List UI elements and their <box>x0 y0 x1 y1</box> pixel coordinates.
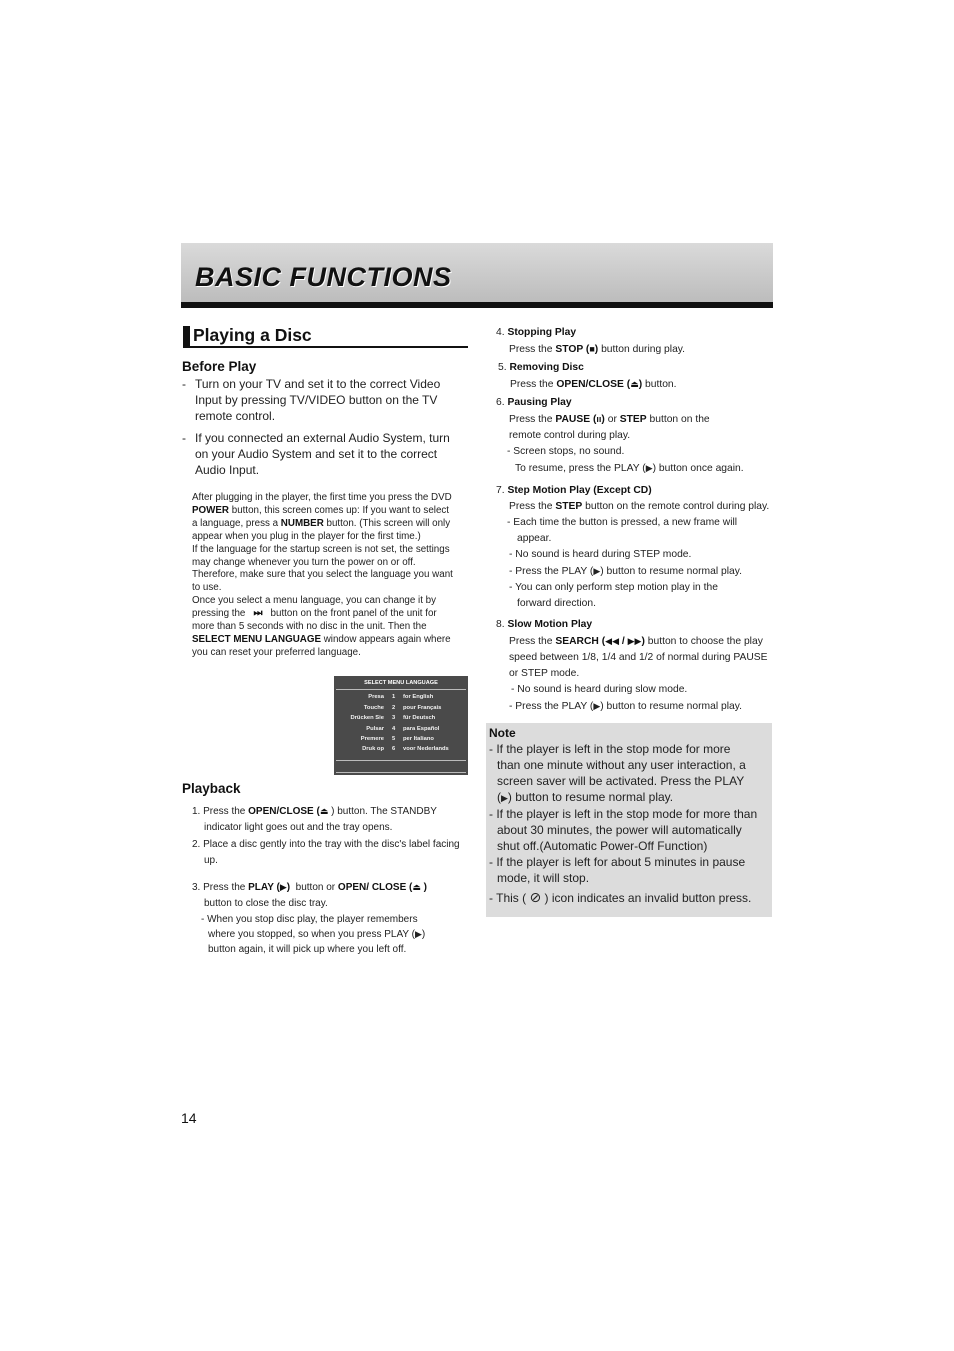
step-text: Press the <box>509 501 553 512</box>
page-number: 14 <box>181 1110 197 1126</box>
invalid-icon: ⊘ <box>529 889 542 905</box>
note-line: mode, it will stop. <box>497 871 590 885</box>
menu-row-number: 3 <box>392 715 396 721</box>
step-text: Press the <box>509 344 553 355</box>
step-line: Press the STOP (■) button during play. <box>509 344 686 355</box>
step-bold: OPEN/CLOSE ( <box>248 806 320 817</box>
step-number: 8. <box>496 619 505 630</box>
bold-power: POWER <box>192 504 230 516</box>
step-title: Stopping Play <box>507 327 577 338</box>
step-bold: STEP <box>555 501 583 512</box>
note-text: - This ( <box>489 891 527 905</box>
step-number: 7. <box>496 485 505 496</box>
language-menu-title: SELECT MENU LANGUAGE <box>364 680 438 686</box>
step-text: button to choose the play <box>647 636 763 647</box>
step-line <box>192 803 477 820</box>
step-line <box>496 499 776 515</box>
eject-icon: ⏏ <box>319 806 329 816</box>
section-rule <box>183 346 468 348</box>
play-icon: ▶ <box>414 929 422 939</box>
step-line: button to close the disc tray. <box>204 898 328 909</box>
note-line: than one minute without any user interaction, a <box>497 758 746 772</box>
eject-icon: ⏏ <box>412 882 421 892</box>
step-bold: SEARCH ( <box>555 636 606 647</box>
note-title: Note <box>489 726 516 740</box>
note-line: shut off.(Automatic Power-Off Function) <box>497 839 708 853</box>
step-text: Press the <box>509 414 553 425</box>
step-line: remote control during play. <box>509 430 631 441</box>
step-line: indicator light goes out and the tray opens. <box>204 822 393 833</box>
step-line: speed between 1/8, 1/4 and 1/2 of normal during PAUSE <box>509 652 768 663</box>
step-text: button on the <box>649 414 710 425</box>
play-icon: ▶ <box>645 463 653 473</box>
step-line <box>496 698 776 715</box>
step-text: Press the <box>510 379 554 390</box>
step-number: 5. <box>498 362 507 373</box>
pause-icon: ıı <box>596 414 602 424</box>
menu-row-number: 5 <box>392 736 396 742</box>
menu-row-label: Presa <box>368 694 384 700</box>
step-line: - You can only perform step motion play in the <box>509 582 718 593</box>
step-text: ) button to resume normal play. <box>600 566 742 577</box>
step-text: button or <box>295 882 336 893</box>
step-text: - Press the PLAY ( <box>509 566 594 577</box>
step-line: up. <box>204 855 218 866</box>
para-line: to use. <box>192 582 222 594</box>
step-bold: PAUSE ( <box>555 414 597 425</box>
menu-row-language: pour Français <box>403 705 442 711</box>
step-line: - Screen stops, no sound. <box>507 446 625 457</box>
step-line: 3. Press the PLAY (▶) button or OPEN/ CLOSE (⏏ ) <box>192 882 428 893</box>
step-text: button. <box>645 379 677 390</box>
fast-forward-icon: ▶▶ <box>627 636 642 646</box>
step-line: 2. Place a disc gently into the tray with the disc's label facing <box>192 839 460 850</box>
steps-column <box>496 325 776 715</box>
step-title: Slow Motion Play <box>507 619 593 630</box>
before-play-heading: Before Play <box>182 359 257 374</box>
section-marker <box>183 326 190 346</box>
para-line: more than 5 seconds with no disc in the unit. Then the <box>192 621 427 633</box>
step-bold: ) <box>286 882 291 893</box>
step-text: ) button to resume normal play. <box>600 701 742 712</box>
para-line: appear when you plug in the player for the first time.) <box>192 530 421 542</box>
play-icon: ▶ <box>501 793 508 803</box>
item-line: on your Audio System and set it to the correct <box>195 447 438 461</box>
step-text: button during play. <box>601 344 686 355</box>
play-icon: ▶ <box>279 882 287 892</box>
note-line <box>489 789 771 806</box>
note-line <box>489 889 771 906</box>
step-text: - Press the PLAY ( <box>509 701 594 712</box>
menu-row-language: voor Nederlands <box>403 746 449 752</box>
step-title-line <box>496 360 776 376</box>
play-icon: ▶ <box>593 701 601 711</box>
bold-select-menu: SELECT MENU LANGUAGE <box>192 633 321 645</box>
play-icon: ▶ <box>593 566 601 576</box>
step-line: - No sound is heard during slow mode. <box>511 684 688 695</box>
item-line: Input by pressing TV/VIDEO button on the TV <box>195 393 438 407</box>
step-bold: OPEN/CLOSE ( <box>556 379 631 390</box>
para-text: button, this screen comes up: If you want to select <box>231 504 450 516</box>
note-content <box>489 725 771 906</box>
step-title-line <box>496 617 776 633</box>
para-line: Once you select a menu language, you can change it by <box>192 595 436 607</box>
menu-row-label: Pulsar <box>366 726 384 732</box>
eject-icon: ⏏ <box>630 379 639 389</box>
step-line: forward direction. <box>517 598 596 609</box>
rewind-icon: ◀◀ <box>605 636 619 646</box>
menu-row-language: for English <box>403 694 434 700</box>
playback-steps <box>192 803 477 957</box>
startup-paragraph <box>192 492 472 660</box>
para-line: you can reset your preferred language. <box>192 646 361 658</box>
step-line: button again, it will pick up where you left off. <box>208 944 407 955</box>
note-line: - If the player is left in the stop mode for more than <box>489 807 758 821</box>
step-line: - Each time the button is pressed, a new frame will <box>507 517 738 528</box>
step-text: ) button once again. <box>652 463 744 474</box>
page-title: BASIC FUNCTIONS <box>195 262 452 292</box>
step-title: Step Motion Play (Except CD) <box>507 485 652 496</box>
note-text: ( <box>497 790 501 804</box>
step-title-line <box>496 483 776 499</box>
para-line <box>192 634 472 647</box>
note-line: - If the player is left for about 5 minutes in pause <box>489 855 746 869</box>
step-text: or <box>607 414 617 425</box>
menu-row-number: 2 <box>392 705 396 711</box>
para-line <box>192 608 472 621</box>
note-line: about 30 minutes, the power will automatically <box>497 823 742 837</box>
para-line <box>192 518 472 531</box>
step-line: or STEP mode. <box>509 668 580 679</box>
step-line: Press the OPEN/CLOSE (⏏) button. <box>510 379 677 390</box>
note-line: - If the player is left in the stop mode for more <box>489 742 731 756</box>
menu-row-language: para Español <box>403 726 440 732</box>
menu-divider <box>336 772 466 773</box>
para-line: may change whenever you turn the power on or off. <box>192 556 416 568</box>
note-line: screen saver will be activated. Press the PLAY <box>497 774 745 788</box>
stop-icon: ■ <box>589 344 595 354</box>
step-bold: STOP ( <box>555 344 590 355</box>
item-line: If you connected an external Audio System, turn <box>195 431 450 445</box>
step-number: 6. <box>496 397 505 408</box>
step-line: appear. <box>517 533 552 544</box>
step-bold: STEP <box>619 414 647 425</box>
menu-row-language: per Italiano <box>403 736 434 742</box>
step-line <box>496 563 776 580</box>
para-text: button on the front panel of the unit for <box>270 608 437 620</box>
para-line: After plugging in the player, the first time you press the DVD <box>192 492 452 503</box>
step-text: Press the <box>509 636 553 647</box>
playback-heading: Playback <box>182 781 241 796</box>
para-text: pressing the <box>192 608 246 620</box>
menu-row-label: Druk op <box>362 746 384 752</box>
para-line <box>192 505 472 518</box>
para-line: If the language for the startup screen is not set, the settings <box>192 543 450 555</box>
step-line: - No sound is heard during STEP mode. <box>509 549 692 560</box>
menu-row-label: Premere <box>360 736 384 742</box>
step-title-line <box>496 395 776 411</box>
bold-number: NUMBER <box>280 517 324 529</box>
step-text: ) button. The STANDBY <box>331 806 437 817</box>
before-play-item-1: - Turn on your TV and set it to the correct Video Input by pressing TV/VIDEO button on the TV remote control. <box>182 377 441 423</box>
menu-row-number: 1 <box>392 694 396 700</box>
menu-row-label: Touche <box>363 705 384 711</box>
para-text: button. (This screen will only <box>326 517 451 529</box>
menu-divider <box>336 760 466 761</box>
step-line: where you stopped, so when you press PLAY (▶) <box>208 929 426 940</box>
item-line: Turn on your TV and set it to the correct Video <box>195 377 441 391</box>
step-title-line <box>496 325 776 341</box>
menu-row-language: für Deutsch <box>403 715 436 721</box>
step-text: button on the remote control during play. <box>585 501 770 512</box>
menu-divider <box>336 689 466 690</box>
para-line: Therefore, make sure that you select the language you want <box>192 569 453 581</box>
step-line: - When you stop disc play, the player remembers <box>201 914 418 925</box>
section-title: Playing a Disc <box>193 325 312 345</box>
step-line: Press the SEARCH (◀◀ / ▶▶) button to choose the play <box>509 636 763 647</box>
menu-row-number: 4 <box>392 726 396 732</box>
menu-row-number: 6 <box>392 746 396 752</box>
step-number: 4. <box>496 327 505 338</box>
note-text: ) icon indicates an invalid button press. <box>544 891 752 905</box>
step-line: Press the PAUSE (ıı) or STEP button on the <box>509 414 710 425</box>
item-line: remote control. <box>195 409 276 423</box>
item-line: Audio Input. <box>195 463 260 477</box>
para-text: window appears again where <box>323 633 451 645</box>
step-text: To resume, press the PLAY ( <box>515 463 646 474</box>
skip-icon: ⏭ <box>253 608 263 620</box>
step-title: Pausing Play <box>507 397 572 408</box>
step-text: 3. Press the <box>192 882 246 893</box>
step-text: where you stopped, so when you press PLAY ( <box>208 929 415 940</box>
menu-row-label: Drücken Sie <box>350 715 384 721</box>
step-bold: OPEN/ CLOSE ( <box>337 882 413 893</box>
step-text: 1. Press the <box>192 806 246 817</box>
before-play-item-2: - If you connected an external Audio System, turn on your Audio System and set it to the correct Audio Input. <box>182 431 450 477</box>
para-text: a language, press a <box>192 517 279 529</box>
banner-rule <box>181 302 773 308</box>
note-text: ) button to resume normal play. <box>507 790 674 804</box>
step-title: Removing Disc <box>509 362 584 373</box>
step-line <box>496 460 776 477</box>
step-bold: PLAY ( <box>248 882 280 893</box>
